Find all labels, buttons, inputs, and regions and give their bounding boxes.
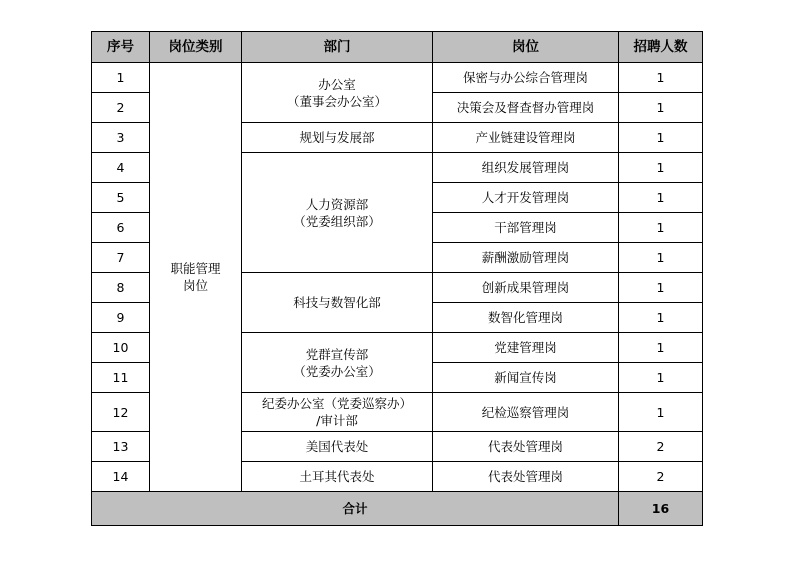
dept-cell-planning: 规划与发展部 [242,123,433,153]
header-count: 招聘人数 [619,32,703,63]
count-cell: 1 [619,243,703,273]
seq-cell: 5 [92,183,150,213]
count-cell: 2 [619,462,703,492]
seq-cell: 6 [92,213,150,243]
position-cell: 保密与办公综合管理岗 [433,63,619,93]
count-cell: 2 [619,432,703,462]
dept-cell-discipline: 纪委办公室（党委巡察办） /审计部 [242,393,433,432]
count-cell: 1 [619,63,703,93]
count-cell: 1 [619,393,703,432]
position-cell: 组织发展管理岗 [433,153,619,183]
position-cell: 党建管理岗 [433,333,619,363]
seq-cell: 13 [92,432,150,462]
seq-cell: 14 [92,462,150,492]
seq-cell: 12 [92,393,150,432]
count-cell: 1 [619,303,703,333]
count-cell: 1 [619,93,703,123]
seq-cell: 9 [92,303,150,333]
seq-cell: 4 [92,153,150,183]
seq-cell: 8 [92,273,150,303]
header-seq: 序号 [92,32,150,63]
count-cell: 1 [619,123,703,153]
count-cell: 1 [619,213,703,243]
seq-cell: 2 [92,93,150,123]
seq-cell: 7 [92,243,150,273]
header-row [92,32,703,63]
seq-cell: 11 [92,363,150,393]
seq-cell: 1 [92,63,150,93]
seq-cell: 10 [92,333,150,363]
dept-cell-hr: 人力资源部 （党委组织部） [242,153,433,273]
table-row [92,63,703,93]
recruitment-table [91,31,703,526]
position-cell: 代表处管理岗 [433,432,619,462]
position-cell: 产业链建设管理岗 [433,123,619,153]
header-dept: 部门 [242,32,433,63]
dept-cell-tech: 科技与数智化部 [242,273,433,333]
position-cell: 数智化管理岗 [433,303,619,333]
position-cell: 新闻宣传岗 [433,363,619,393]
dept-cell-turkey: 土耳其代表处 [242,462,433,492]
count-cell: 1 [619,363,703,393]
position-cell: 创新成果管理岗 [433,273,619,303]
seq-cell: 3 [92,123,150,153]
total-count: 16 [619,492,703,526]
total-row [92,492,703,526]
header-position: 岗位 [433,32,619,63]
position-cell: 人才开发管理岗 [433,183,619,213]
dept-cell-us: 美国代表处 [242,432,433,462]
dept-cell-office: 办公室 （董事会办公室） [242,63,433,123]
header-category: 岗位类别 [150,32,242,63]
position-cell: 代表处管理岗 [433,462,619,492]
total-label: 合计 [92,492,619,526]
position-cell: 纪检巡察管理岗 [433,393,619,432]
count-cell: 1 [619,183,703,213]
position-cell: 决策会及督查督办管理岗 [433,93,619,123]
position-cell: 薪酬激励管理岗 [433,243,619,273]
position-cell: 干部管理岗 [433,213,619,243]
category-cell: 职能管理 岗位 [150,63,242,492]
count-cell: 1 [619,153,703,183]
count-cell: 1 [619,333,703,363]
dept-cell-party: 党群宣传部 （党委办公室） [242,333,433,393]
count-cell: 1 [619,273,703,303]
